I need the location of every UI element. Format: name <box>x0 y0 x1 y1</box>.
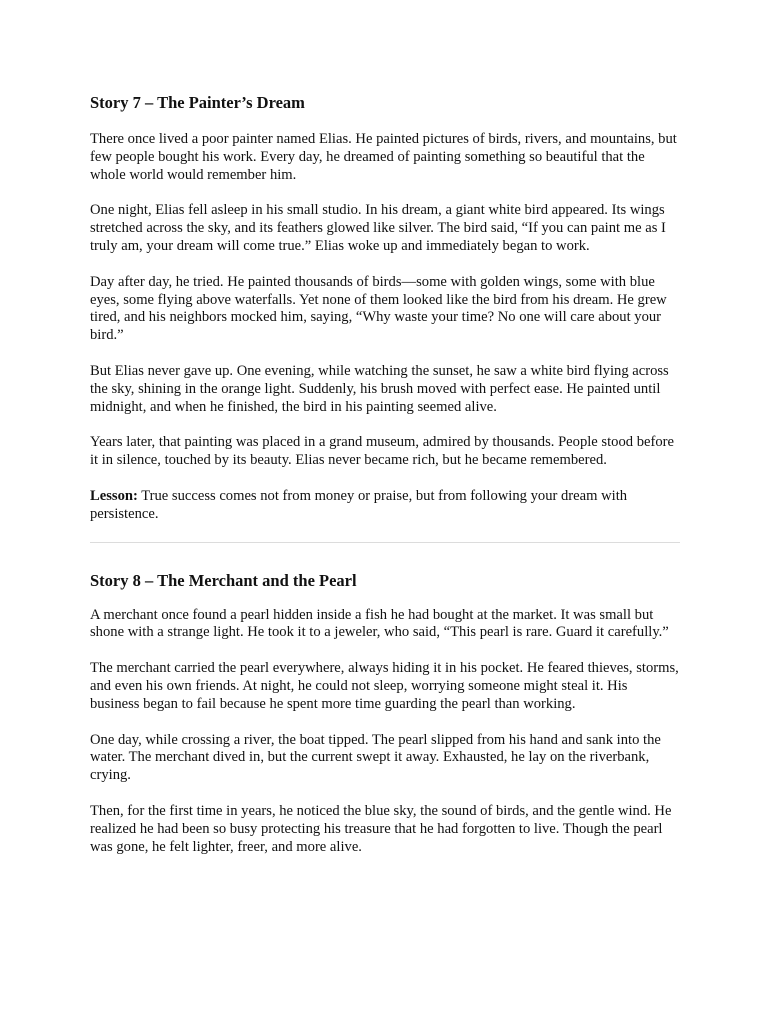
section-divider <box>90 542 680 543</box>
document-page <box>90 91 680 874</box>
story-7 <box>90 91 680 524</box>
lesson-label: Lesson: <box>90 487 138 504</box>
story-8 <box>90 569 680 857</box>
paragraph: One day, while crossing a river, the boat tipped. The pearl slipped from his hand and sank into the water. The merchant dived in, but the current swept it away. Exhausted, he lay on the riverbank, crying. <box>90 731 661 784</box>
paragraph: Years later, that painting was placed in a grand museum, admired by thousands. People stood before it in silence, touched by its beauty. Elias never became rich, but he became remembered. <box>90 434 674 469</box>
paragraph: A merchant once found a pearl hidden inside a fish he had bought at the market. It was small but shone with a strange light. He took it to a jeweler, who said, “This pearl is rare. Guard it carefully.” <box>90 606 669 641</box>
paragraph: There once lived a poor painter named Elias. He painted pictures of birds, rivers, and mountains, but few people bought his work. Every day, he dreamed of painting something so beautiful that the whole world would remember him. <box>90 131 677 183</box>
lesson-paragraph <box>90 488 680 524</box>
paragraph: The merchant carried the pearl everywhere, always hiding it in his pocket. He feared thieves, storms, and even his own friends. At night, he could not sleep, worrying someone might steal it. His business began to fail because he spent more time guarding the pearl than working. <box>90 660 679 712</box>
paragraph: Day after day, he tried. He painted thousands of birds—some with golden wings, some with blue eyes, some flying above waterfalls. Yet none of them looked like the bird from his dream. He grew tired, and his neighbors mocked him, saying, “Why waste your time? No one will care about your bird.” <box>90 273 667 344</box>
paragraph: Then, for the first time in years, he noticed the blue sky, the sound of birds, and the gentle wind. He realized he had been so busy protecting his treasure that he had forgotten to live. Though the pearl was gone, he felt lighter, freer, and more alive. <box>90 802 672 855</box>
paragraph: But Elias never gave up. One evening, while watching the sunset, he saw a white bird flying across the sky, shining in the orange light. Suddenly, his brush moved with perfect ease. He painted until midnight, and when he finished, the bird in his painting seemed alive. <box>90 362 669 415</box>
story-title: Story 8 – The Merchant and the Pearl <box>90 570 357 590</box>
paragraph: One night, Elias fell asleep in his small studio. In his dream, a giant white bird appeared. Its wings stretched across the sky, and its feathers glowed like silver. The bird said, “If you can paint me as I truly am, your dream will come true.” Elias woke up and immediately began to work. <box>90 202 666 254</box>
story-title: Story 7 – The Painter’s Dream <box>90 93 305 112</box>
lesson-text: True success comes not from money or praise, but from following your dream with persistence. <box>90 487 628 522</box>
